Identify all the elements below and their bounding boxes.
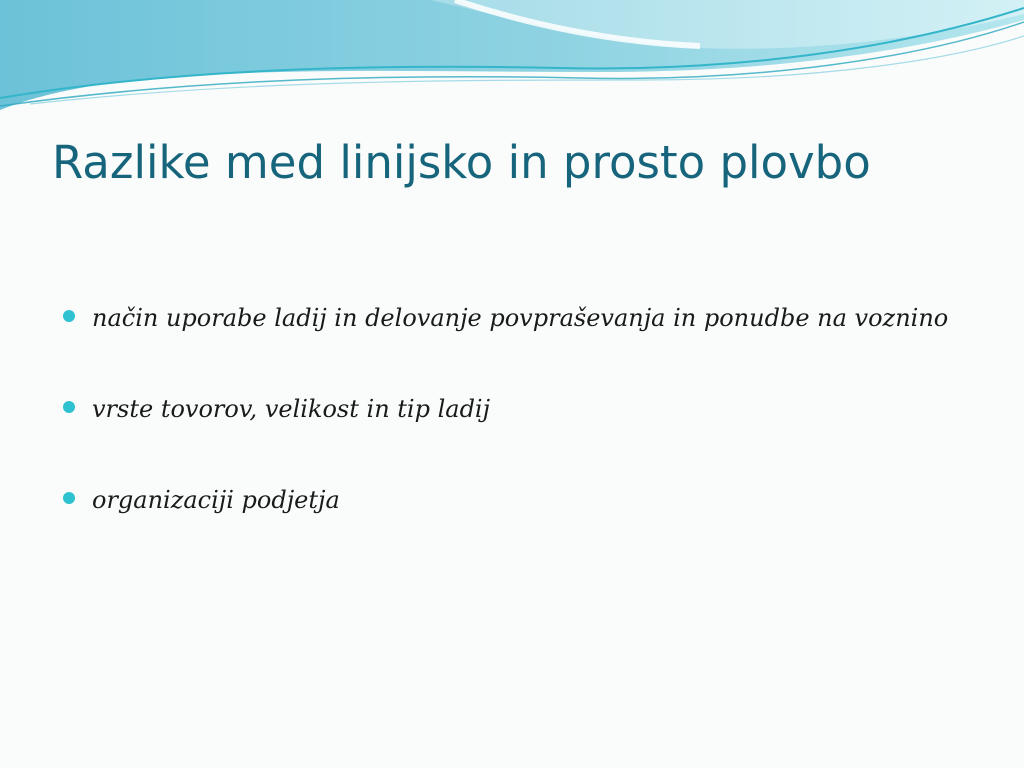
bullet-list [62,300,962,518]
bullet-marker-icon [63,310,75,322]
bullet-item [62,391,962,427]
bullet-item [62,300,962,336]
bullet-text: vrste tovorov, velikost in tip ladij [92,395,491,423]
bullet-item [62,482,962,518]
slide-title: Razlike med linijsko in prosto plovbo [52,136,871,189]
bullet-marker-icon [63,492,75,504]
bullet-marker-icon [63,401,75,413]
bullet-text: način uporabe ladij in delovanje povpraševanja in ponudbe na voznino [92,304,949,332]
bullet-text: organizaciji podjetja [92,486,340,514]
wave-header-decoration [0,0,1024,120]
